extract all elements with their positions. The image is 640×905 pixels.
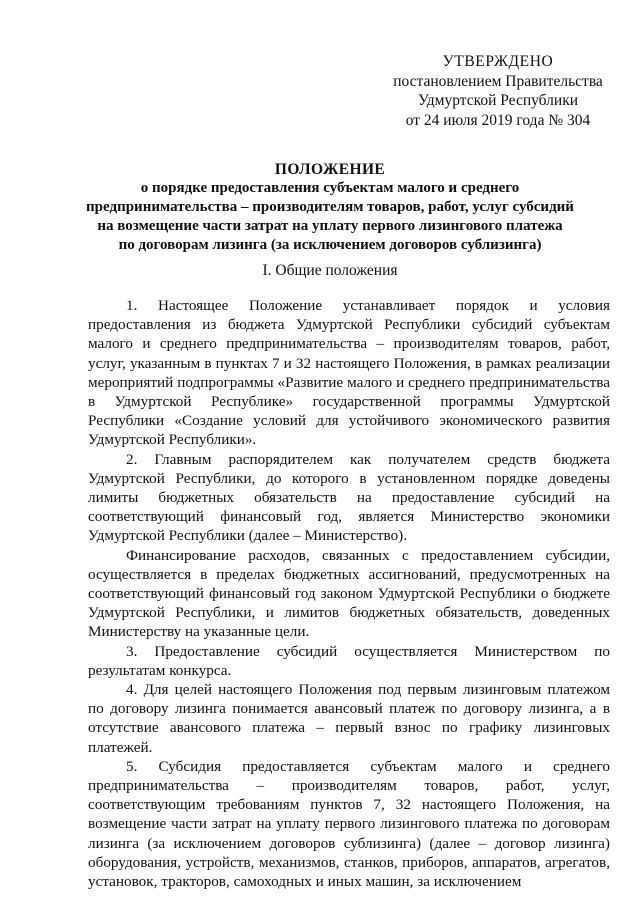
document-subtitle-line: на возмещение части затрат на уплату первого лизингового платежа [97, 218, 563, 234]
paragraph: 5. Субсидия предоставляется субъектам малого и среднего предпринимательства – производителям товаров, работ, услуг, соответствующим требованиям пунктов 7, 32 настоящего Положения, на возмещение части затрат на уплату первого лизингового платежа по договорам лизинга (за исключением договоров сублизинга) (далее – договор лизинга) оборудования, устройств, механизмов, станков, приборов, аппаратов, агрегатов, установок, тракторов, самоходных и иных машин, за исключением [88, 757, 610, 891]
approval-block [378, 52, 618, 130]
document-subtitle-line: предпринимательства – производителям товаров, работ, услуг субсидий [86, 199, 574, 215]
approval-stamp: УТВЕРЖДЕНО [442, 53, 554, 70]
approval-line: Удмуртской Республики [417, 92, 579, 109]
paragraph: 1. Настоящее Положение устанавливает порядок и условия предоставления из бюджета Удмуртской Республики субсидий субъектам малого и среднего предпринимательства – производителям товаров, работ, услуг, указанным в пунктах 7 и 32 настоящего Положения, в рамках реализации мероприятий подпрограммы «Развитие малого и среднего предпринимательства в Удмуртской Республике» государственной программы Удмуртской Республики «Создание условий для устойчивого экономического развития Удмуртской Республики». [88, 297, 610, 449]
paragraph: Финансирование расходов, связанных с предоставлением субсидии, осуществляется в пределах бюджетных ассигнований, предусмотренных на соответствующий финансовый год законом Удмуртской Республики о бюджете Удмуртской Республики, и лимитов бюджетных обязательств, доведенных Министерству на указанные цели. [88, 546, 610, 641]
section-title: I. Общие положения [262, 262, 398, 279]
document-heading [60, 160, 600, 255]
document-subtitle-line: о порядке предоставления субъектам малого и среднего [140, 180, 520, 196]
paragraph: 3. Предоставление субсидий осуществляется Министерством по результатам конкурса. [88, 642, 610, 679]
document-title: ПОЛОЖЕНИЕ [274, 161, 386, 178]
approval-line: постановлением Правительства [393, 72, 603, 90]
document-subtitle-line: по договорам лизинга (за исключением договоров сублизинга) [118, 237, 542, 253]
paragraph: 2. Главным распорядителем как получателем средств бюджета Удмуртской Республики, до которого в установленном порядке доведены лимиты бюджетных обязательств на предоставление субсидий на соответствующий финансовый год, является Министерство экономики Удмуртской Республики (далее – Министерство). [88, 450, 610, 545]
approval-date: от 24 июля 2019 года № 304 [405, 111, 591, 129]
body-text [88, 296, 610, 891]
paragraph: 4. Для целей настоящего Положения под первым лизинговым платежом по договору лизинга понимается авансовый платеж по договору лизинга, а в отсутствие авансового платежа – первый взнос по графику лизинговых платежей. [88, 681, 610, 756]
